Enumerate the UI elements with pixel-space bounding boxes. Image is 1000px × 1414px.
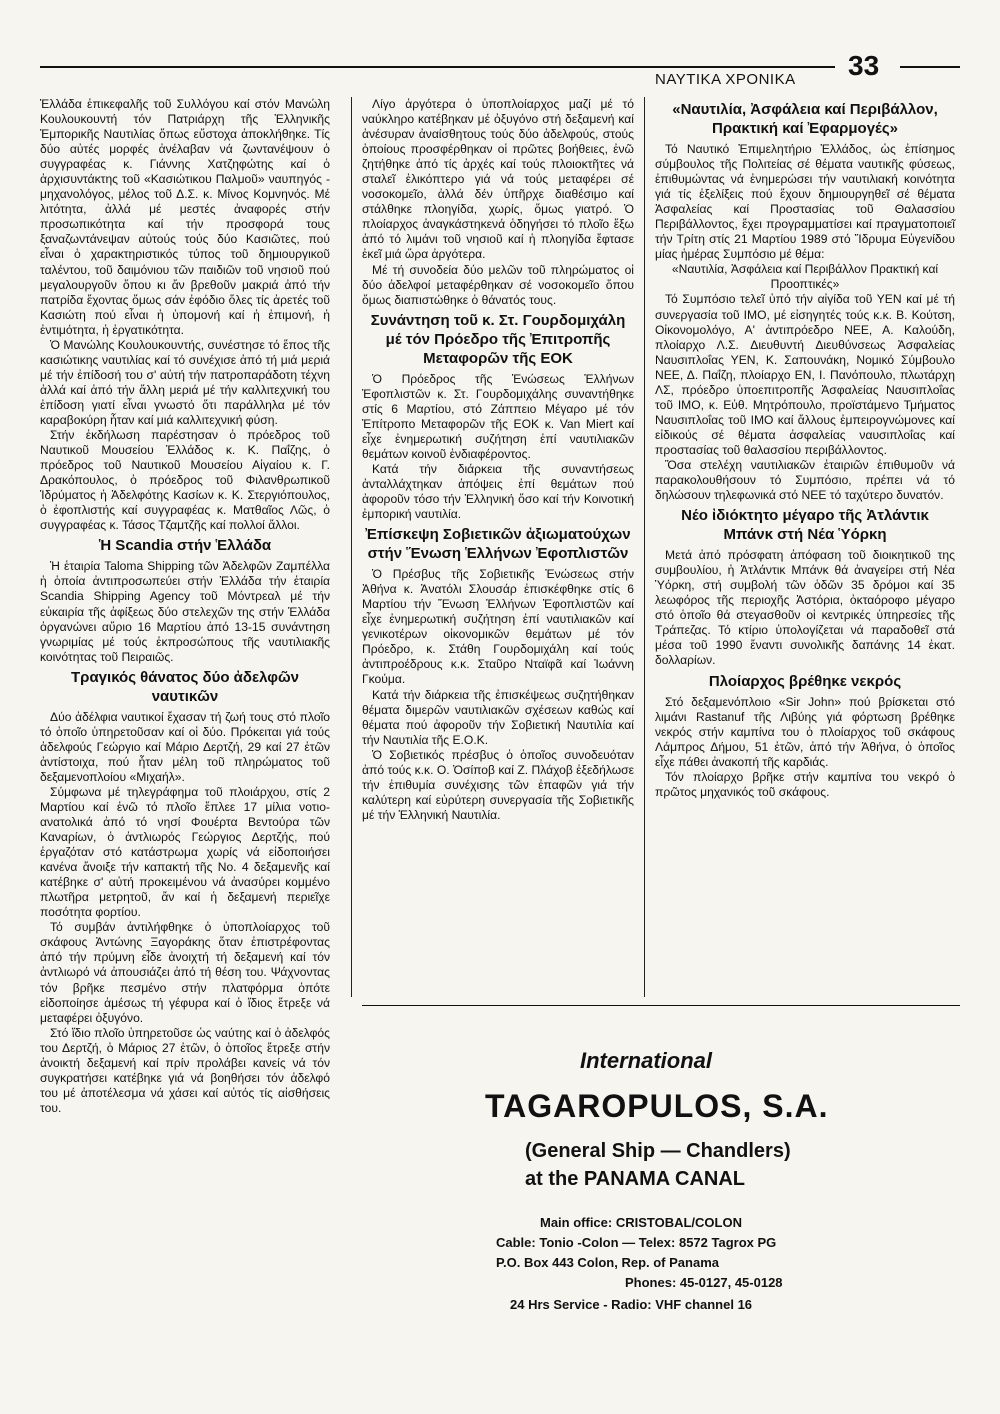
- atlantic-paragraph: Μετά ἀπό πρόσφατη ἀπόφαση τοῦ διοικητικοῦ της συμβουλίου, ἡ Ἀτλάντικ Μπάνκ θά ἀναγείρει στή Νέα Ὑόρκη, στή συμβολή τῶν ὁδῶν 35 δρόμοι καί 35 λεωφόρος τῆς περιοχῆς Ἀστόρια, ὀκταόροφο μέγαρο στό ὁποῖο θά στεγασθοῦν οἱ κεντρικές ὑπηρεσίες τῆς Τράπεζας. Τό κτίριο ὑπολογίζεται νά παραδοθεῖ στά μέσα τοῦ 1990 ἔναντι συνολικῆς δαπάνης 14 ἑκατ. δολλαρίων.: [655, 548, 955, 668]
- col2-paragraph: Λίγο ἀργότερα ὁ ὑποπλοίαρχος μαζί μέ τό ναύκληρο κατέβηκαν μέ ὀξυγόνο στή δεξαμενή καί ἀνέσυραν ἀναίσθητους τούς δύο ἀδελφούς, στούς ὁποίους προσφέρθηκαν οἱ πρῶτες βοήθειες, ἐνῶ ζητήθηκε ἀπό τίς ἀρχές καί τούς πλοιοκτῆτες νά σταλεῖ ἑλικόπτερο γιά νά τούς μεταφέρει σέ νοσοκομεῖο, ἀλλά δέν ὑπῆρχε διαθέσιμο καί στάλθηκε πλοηγίδα, χωρίς, ὅμως γιατρό. Ὁ πλοίαρχος ἀναγκάστηκενά ὁδηγήσει τό πλοῖο ἔξω ἀπό τό λιμάνι τοῦ νησιοῦ καί ἡ πλοηγίδα ἔφτασε ἐκεῖ μιά ὥρα ἀργότερα.: [362, 97, 634, 262]
- header-rule-right: [900, 66, 960, 68]
- ad-location: at the PANAMA CANAL: [525, 1168, 745, 1190]
- ad-po-box: P.O. Box 443 Colon, Rep. of Panama: [496, 1255, 719, 1270]
- publication-title: ΝΑΥΤΙΚΑ ΧΡΟΝΙΚΑ: [655, 71, 796, 88]
- tragic-paragraph: Στό ἴδιο πλοῖο ὑπηρετοῦσε ὡς ναύτης καί ὁ ἀδελφός του Δερτζή, ὁ Μάριος 27 ἐτῶν, ὁ ὁποῖος ἔτρεξε στήν ἀνοικτή δεξαμενή καί πρίν προλάβει κανείς νά τόν συγκρατήσει κατέβηκε γιά νά βοηθήσει τόν ἀδελφό του μέ ἀποτέλεσμα νά χάσει καί αὐτός τίς αἰσθήσεις του.: [40, 1025, 330, 1115]
- symposium-paragraph: Ὅσα στελέχη ναυτιλιακῶν ἑταιριῶν ἐπιθυμοῦν νά παρακολουθήσουν τό Συμπόσιο, πρέπει νά τό δηλώσουν τηλεφωνικά στό ΝΕΕ τό ταχύτερο δυνατόν.: [655, 457, 955, 503]
- tragic-paragraph: Σύμφωνα μέ τηλεγράφημα τοῦ πλοιάρχου, στίς 2 Μαρτίου καί ἐνῶ τό πλοῖο ἔπλεε 17 μίλια νοτιο-ανατολικά ἀπό τό νησί Φουέρτα Βεντούρα τῶν Καναρίων, ὁ ἀντλιωρός Γεώργιος Δερτζής, πού ἐργαζόταν στό κατάστρωμα χωρίς νά εἰδοποιήσει κανένα ἄνοιξε τήν καπακτή τῆς Νο. 4 δεξαμενῆς καί κατέβηκε σ' αὐτή προκειμένου νά ἀνασύρει κομμένο πλωτῆρα μετρητοῦ, ἄν καί ἡ δεξαμενή περιεῖχε ποσότητα φορτίου.: [40, 784, 330, 920]
- meeting-heading: Συνάντηση τοῦ κ. Στ. Γουρδομιχάλη μέ τόν Πρόεδρο τῆς Ἐπιτροπῆς Μεταφορῶν τῆς ΕΟΚ: [370, 311, 626, 367]
- symposium-paragraph: Τό Ναυτικό Ἐπιμελητήριο Ἑλλάδος, ὡς ἐπίσημος σύμβουλος τῆς Πολιτείας σέ θέματα ναυτικῆς φύσεως, ἐπιθυμώντας νά ἐνημερώσει τήν ναυτιλιακή κοινότητα γιά τίς ἐξελίξεις πού ἔχουν δημιουργηθεῖ σέ θέματα Ἀσφαλείας καί Προστασίας τοῦ Θαλασσίου Περιβάλλοντος, ἔχει προγραμματίσει καί πραγματοποιεῖ τήν Τρίτη στίς 21 Μαρτίου 1989 στό Ἵδρυμα Εὐγενίδου μίας ἡμέρας Συμπόσιο μέ θέμα:: [655, 142, 955, 262]
- column-divider: [351, 97, 352, 997]
- captain-paragraph: Στό δεξαμενόπλοιο «Sir John» πού βρίσκεται στό λιμάνι Rastanuf τῆς Λιβύης γιά φόρτωση βρέθηκε νεκρός στήν καμπίνα του ὁ πλοίαρχος τοῦ σκάφους Λάμπρος Δήμου, 51 ἐτῶν, ἀπό τήν Ἀθήνα, ὁ ὁποῖος εἶχε πάθει ἀνακοπή τῆς καρδιάς.: [655, 694, 955, 769]
- symposium-heading: «Ναυτιλία, Ἀσφάλεια καί Περιβάλλον, Πρακτική καί Ἐφαρμογές»: [672, 101, 938, 137]
- ad-international: International: [580, 1048, 713, 1073]
- symposium-paragraph: Τό Συμπόσιο τελεῖ ὑπό τήν αἰγίδα τοῦ ΥΕΝ καί μέ τή συνεργασία τοῦ ΙΜΟ, μέ εἰσηγητές τούς κ.κ. Β. Κούτση, Οἰκονομολόγο, Α' ἀντιπρόεδρο ΝΕΕ, Α. Καλούδη, πλοίαρχο Λ.Σ. Διευθυντή Διευθύνσεως Ἀσφαλείας Ναυσιπλοΐας ΥΕΝ, Κ. Σαπουνάκη, Νομικό Σύμβουλο ΝΕΕ, Δ. Παΐζη, πλοίαρχο ΕΝ, Ι. Πανόπουλο, πλωτάρχη ΛΣ, πρόεδρο ὑποεπιτροπῆς Ἀσφαλείας Ναυσιπλοΐας τοῦ ΙΜΟ, κ. Εὐθ. Μητρόπουλο, προϊστάμενο Τμήματος Ναυσιπλοΐας τοῦ ΙΜΟ καί ἄλλους ἐμπειρογνώμονες καί εἰδικούς σέ θέματα ἀσφαλείας ναυσιπλοΐας καί προστασίας τοῦ θαλασσίου περιβάλλοντος.: [655, 292, 955, 457]
- ad-cable-telex: Cable: Tonio -Colon — Telex: 8572 Tagrox PG: [496, 1235, 777, 1250]
- column-3: [655, 97, 955, 800]
- captain-paragraph: Τόν πλοίαρχο βρῆκε στήν καμπίνα του νεκρό ὁ πρῶτος μηχανικός τοῦ σκάφους.: [655, 769, 955, 799]
- scandia-heading: Ἡ Scandia στήν Ἑλλάδα: [98, 537, 272, 555]
- col2-paragraph: Μέ τή συνοδεία δύο μελῶν τοῦ πληρώματος οἱ δύο ἀδελφοί μεταφέρθηκαν σέ νοσοκομεῖο ὅπου ὅμως διαπιστώθηκε ὁ θάνατός τους.: [362, 262, 634, 307]
- tragic-paragraph: Τό συμβάν ἀντιλήφθηκε ὁ ὑποπλοίαρχος τοῦ σκάφους Ἀντώνης Ξαγοράκης ὅταν ἐπιστρέφοντας ἀπό τήν πρύμνη εἶδε ἀνοιχτή τή δεξαμενή καί τόν ἀντλιωρό νά ἀπουσιάζει ἀπό τή θέση του. Ψάχνοντας τόν βρῆκε πεσμένο στήν πλατφόρμα ὁπότε εἰδοποίησε ἀμέσως τή γέφυρα καί ὁ ἴδιος ἔτρεξε νά μεταφέρει ὀξυγόνο.: [40, 920, 330, 1025]
- soviet-paragraph: Ὁ Πρέσβυς τῆς Σοβιετικῆς Ἑνώσεως στήν Ἀθήνα κ. Ἀνατόλι Σλουσάρ ἐπισκέφθηκε στίς 6 Μαρτίου τήν Ἕνωση Ἑλλήνων Ἐφοπλιστῶν καί εἶχε ἐνημερωτική συζήτηση ἐπί ναυτιλιακῶν καί γενικοτέρων οἰκονομικῶν θεμάτων μέ τόν Πρόεδρο, κ. Στάθη Γουρδομιχάλη καί τούς ἀντιπροέδρους κ.κ. Σταῦρο Νταϊφᾶ καί Ἰωάννη Γκούμα.: [362, 567, 634, 687]
- tragic-heading: Τραγικός θάνατος δύο ἀδελφῶν ναυτικῶν: [71, 668, 299, 705]
- ad-phones: Phones: 45-0127, 45-0128: [625, 1275, 783, 1290]
- soviet-paragraph: Ὁ Σοβιετικός πρέσβυς ὁ ὁποῖος συνοδευόταν ἀπό τούς κ.κ. Ο. Ὀσίποβ καί Ζ. Πλάχοβ ἐξεδήλωσε τήν ἐπιθυμία συνέχισης τῶν ἐπαφῶν γιά τήν καλύτερη καί εὐρύτερη συνεργασία τῆς Σοβιετικῆς μέ τήν Ἑλληνική Ναυτιλία.: [362, 747, 634, 822]
- ad-company-type: (General Ship — Chandlers): [525, 1140, 791, 1162]
- soviet-heading: Ἐπίσκεψη Σοβιετικῶν ἀξιωματούχων στήν Ἕνωση Ἑλλήνων Ἐφοπλιστῶν: [365, 526, 631, 563]
- column-1: [40, 97, 330, 1116]
- soviet-paragraph: Κατά τήν διάρκεια τῆς ἐπισκέψεως συζητήθηκαν θέματα διμερῶν ναυτιλιακῶν σχέσεων καθώς καί θέματα πού ἀφοροῦν τήν Σοβιετική Ναυτιλία καί τήν Ναυτιλία τῆς Ε.Ο.Κ.: [362, 687, 634, 747]
- col1-paragraph: Στήν ἐκδήλωση παρέστησαν ὁ πρόεδρος τοῦ Ναυτικοῦ Μουσείου Ἑλλάδος κ. Κ. Παΐζης, ὁ πρόεδρος τοῦ Ναυτικοῦ Μουσείου Αἰγαίου κ. Γ. Δρακόπουλος, ὁ πρόεδρος τοῦ Φιλανθρωπικοῦ Ἱδρύματος ἡ Ἀδελφότης Κασίων κ. Κ. Στεργιόπουλος, ὁ ἐφοπλιστής καί συγγραφέας κ. Ματθαῖος Λῶς, ὁ συγγραφέας κ. Τάσος Τζαμτζῆς καί πολλοί ἄλλοι.: [40, 428, 330, 533]
- section-divider: [362, 1005, 960, 1006]
- atlantic-heading: Νέο ἰδιόκτητο μέγαρο τῆς Ἀτλάντικ Μπάνκ στή Νέα Ὑόρκη: [681, 507, 929, 544]
- col1-paragraph: Ἑλλάδα ἐπικεφαλῆς τοῦ Συλλόγου καί στόν Μανώλη Κουλουκουντή τόν Πατριάρχη τῆς Ἑλληνικῆς Ἐμπορικῆς Ναυτιλίας ὅπως εὔστοχα ἀποκλήθηκε. Τίς δύο αὐτές μορφές ἀνέλαβαν νά ζωντανέψουν ὁ συγγραφέας κ. Γιάννης Χατζηφώτης καί ὁ ἀρχισυντάκτης τοῦ «Κασιώτικου Παλμοῦ» ναυπηγός - μηχανολόγος, μέλος τοῦ Δ.Σ. κ. Μίνος Κομνηνός. Μέ λιτότητα, ἀλλά μέ μεστές ἀναφορές στήν προσωπικότητα καί τήν προσφορά τους ξαναζωντάνεψαν αὐτούς τούς δύο Κασιῶτες, πού εἶναι ὁ χαρακτηριστικός τύπος τοῦ δημιουργικοῦ ταλέντου, τοῦ δαιμόνιου τῶν παιδιῶν τοῦ νησιοῦ πού μεγαλουργοῦν ὅπου κι ἄν βρεθοῦν μακριά ἀπό τήν πατρίδα ἔχοντας ὅμως σάν ἐφόδιο ὅλες τίς ἀρετές τοῦ Κασιώτη πού εἶναι ἡ ὑπομονή καί ἡ ἐπιμονή, ἡ ἐντιμότητα, ἡ ἐργατικότητα.: [40, 97, 330, 337]
- page-number: 33: [848, 50, 880, 81]
- ad-service: 24 Hrs Service - Radio: VHF channel 16: [510, 1297, 753, 1312]
- ad-main-office: Main office: CRISTOBAL/COLON: [540, 1215, 742, 1230]
- meeting-paragraph: Ὁ Πρόεδρος τῆς Ἑνώσεως Ἑλλήνων Ἐφοπλιστῶν κ. Στ. Γουρδομιχάλης συναντήθηκε στίς 6 Μαρτίου, στό Ζάππειο Μέγαρο μέ τόν Ἐπίτροπο Μεταφορῶν τῆς ΕΟΚ κ. Van Miert καί εἶχε ἐνημερωτική συζήτηση ἐπί ναυτιλιακῶν θεμάτων κοινοῦ ἐνδιαφέροντος.: [362, 371, 634, 461]
- tragic-paragraph: Δύο ἀδέλφια ναυτικοί ἔχασαν τή ζωή τους στό πλοῖο τό ὁποῖο ὑπηρετοῦσαν καί οἱ δύο. Πρόκειται γιά τούς ἀδελφούς Γεώργιο καί Μάριο Δερτζή, 29 καί 27 ἐτῶν ἀντίστοιχα, πού ἦταν μέλη τοῦ πληρώματος τοῦ δεξαμενοπλοίου «Μιχαήλ».: [40, 709, 330, 784]
- scandia-paragraph: Ἡ ἑταιρία Taloma Shipping τῶν Ἀδελφῶν Ζαμπέλλα ἡ ὁποία ἀντιπροσωπεύει στήν Ἑλλάδα τήν ἑταιρία Scandia Shipping Agency τοῦ Μόντρεαλ μέ τήν εὐκαιρία τῆς ἀφίξεως δύο στελεχῶν της στήν Ἑλλάδα ὀργανώνει αὔριο 16 Μαρτίου ἀπό 13-15 συνάντηση γνωριμίας μέ τούς ἐκπροσώπους τῆς ναυτιλιακῆς κοινότητας τοῦ Πειραιῶς.: [40, 559, 330, 664]
- ad-company-name: TAGAROPULOS, S.A.: [485, 1088, 829, 1124]
- column-2: [362, 97, 634, 823]
- col1-paragraph: Ὁ Μανώλης Κουλουκουντής, συνέστησε τό ἔπος τῆς κασιώτικης ναυτιλίας καί τό συνέχισε ἀπό τή μιά μεριά μέ τήν ἐπίδοσή του σ' αὐτή τήν πατροπαράδοτη τέχνη ἀλλά καί ἀπό τήν ἄλλη μεριά μέ τήν καλλιτεχνική του ἐπίδοση γιατί εἶναι γνωστό ὅτι παράλληλα μέ τόν καραβοκύρη ἦταν καί μιά καλλιτεχνική φύση.: [40, 337, 330, 427]
- captain-heading: Πλοίαρχος βρέθηκε νεκρός: [708, 672, 902, 690]
- symposium-paragraph: «Ναυτιλία, Ἀσφάλεια καί Περιβάλλον Πρακτική καί Προοπτικές»: [671, 262, 939, 292]
- column-divider: [644, 97, 645, 997]
- meeting-paragraph: Κατά τήν διάρκεια τῆς συναντήσεως ἀνταλλάχτηκαν ἀπόψεις ἐπί θεμάτων πού ἀφοροῦν τόσο τήν Ἑλληνική ὅσο καί τήν Κοινοτική ἐμπορική ναυτιλία.: [362, 461, 634, 522]
- header-rule-left: [40, 66, 835, 68]
